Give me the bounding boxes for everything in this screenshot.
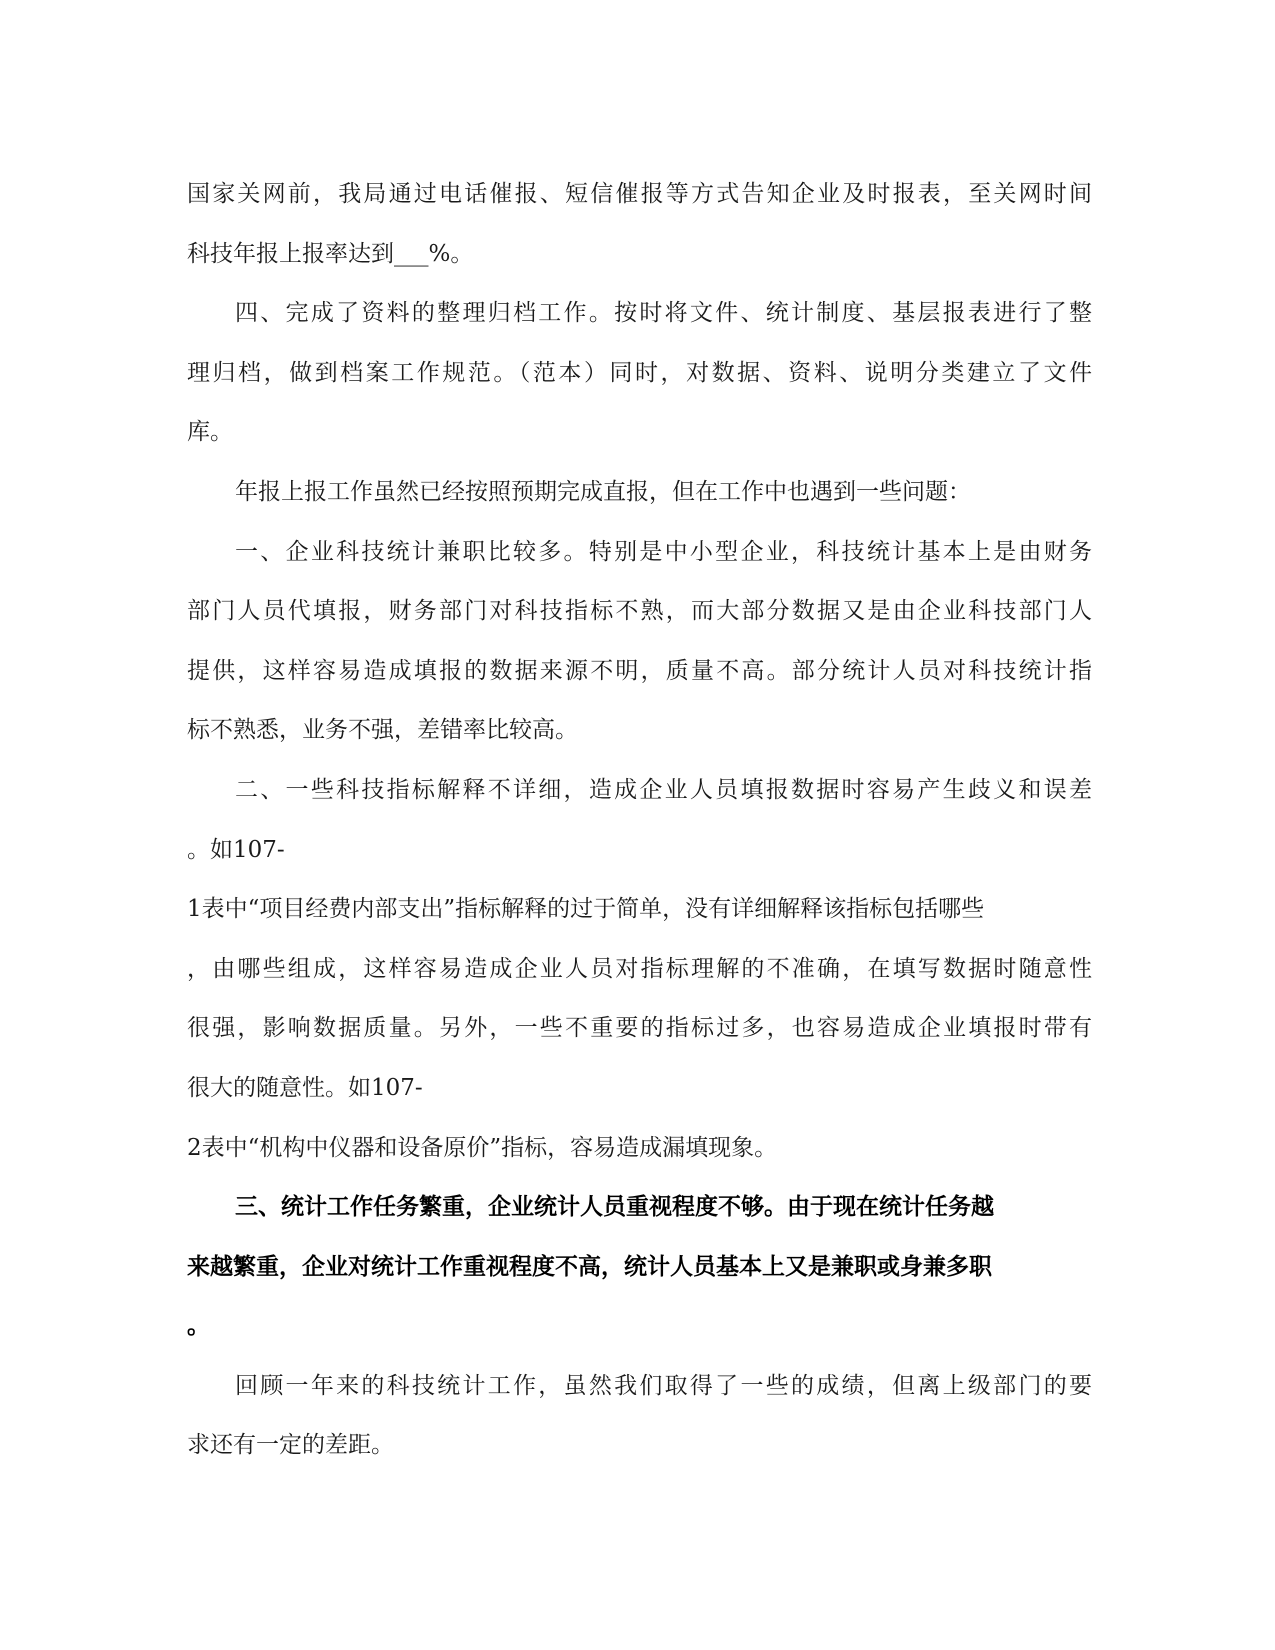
paragraph-start: 年报上报工作虽然已经按照预期完成直报，但在工作中也遇到一些问题： — [235, 478, 971, 505]
text-line: 库。 — [187, 419, 233, 446]
text-line: 提供，这样容易造成填报的数据来源不明，质量不高。部分统计人员对科技统计指 — [187, 657, 1092, 684]
text-line: 理归档，做到档案工作规范。（范本）同时，对数据、资料、说明分类建立了文件 — [187, 359, 1092, 386]
paragraph-start: 四、完成了资料的整理归档工作。按时将文件、统计制度、基层报表进行了整 — [235, 300, 1092, 327]
text-line: 很强，影响数据质量。另外，一些不重要的指标过多，也容易造成企业填报时带有 — [187, 1015, 1092, 1042]
paragraph-start: 回顾一年来的科技统计工作，虽然我们取得了一些的成绩，但离上级部门的要 — [235, 1372, 1092, 1399]
text-line: 部门人员代填报，财务部门对科技指标不熟，而大部分数据又是由企业科技部门人 — [187, 598, 1092, 625]
text-line: 求还有一定的差距。 — [187, 1432, 394, 1459]
text-line: 1表中“项目经费内部支出”指标解释的过于简单，没有详细解释该指标包括哪些 — [187, 896, 985, 923]
document-body — [187, 165, 1092, 1476]
text-line: 。如107- — [187, 836, 285, 863]
paragraph-start: 二、一些科技指标解释不详细，造成企业人员填报数据时容易产生歧义和误差 — [235, 776, 1092, 803]
text-line: 科技年报上报率达到___%。 — [187, 240, 474, 267]
bold-text-line: 。 — [187, 1313, 210, 1340]
text-line: 国家关网前，我局通过电话催报、短信催报等方式告知企业及时报表，至关网时间 — [187, 181, 1092, 207]
text-line: 标不熟悉，业务不强，差错率比较高。 — [187, 717, 578, 744]
text-line: 2表中“机构中仪器和设备原价”指标，容易造成漏填现象。 — [187, 1134, 778, 1161]
bold-paragraph-start: 三、统计工作任务繁重，企业统计人员重视程度不够。由于现在统计任务越 — [235, 1194, 994, 1221]
bold-text-line: 来越繁重，企业对统计工作重视程度不高，统计人员基本上又是兼职或身兼多职 — [187, 1253, 992, 1280]
text-line: ，由哪些组成，这样容易造成企业人员对指标理解的不准确，在填写数据时随意性 — [187, 955, 1092, 982]
text-line: 很大的随意性。如107- — [187, 1074, 423, 1101]
paragraph-start: 一、企业科技统计兼职比较多。特别是中小型企业，科技统计基本上是由财务 — [235, 538, 1092, 565]
